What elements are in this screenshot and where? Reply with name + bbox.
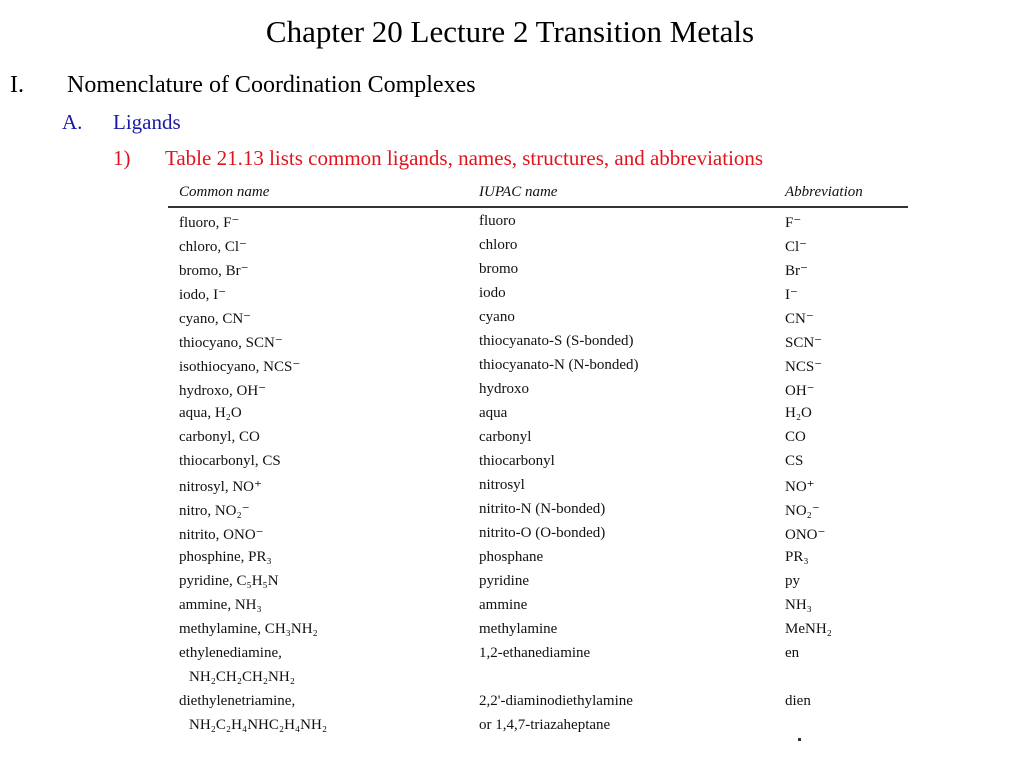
outline-level1-number: I. <box>10 72 24 98</box>
header-iupac-name: IUPAC name <box>479 184 558 200</box>
common-name-cell: bromo, Br⁻ <box>179 263 249 279</box>
abbreviation-cell: CO <box>785 429 806 445</box>
header-common-name: Common name <box>179 184 270 200</box>
iupac-name-cell: bromo <box>479 261 519 277</box>
common-name-cell: ammine, NH₃ <box>179 597 262 613</box>
common-name-cell: isothiocyano, NCS⁻ <box>179 359 301 375</box>
abbreviation-cell: Br⁻ <box>785 263 808 279</box>
table-row <box>168 357 910 381</box>
iupac-name-cell: cyano <box>479 309 515 325</box>
iupac-name-cell: methylamine <box>479 621 558 637</box>
iupac-name-cell: phosphane <box>479 549 544 565</box>
table-row-continuation <box>168 669 910 693</box>
table-row <box>168 261 910 285</box>
common-name-cell: phosphine, PR₃ <box>179 549 272 565</box>
table-row <box>168 621 910 645</box>
iupac-name-cell: 2,2'-diaminodiethylamine <box>479 693 633 709</box>
common-name-cell: iodo, I⁻ <box>179 287 227 303</box>
table-row <box>168 549 910 573</box>
iupac-name-cell: 1,2-ethanediamine <box>479 645 591 661</box>
abbreviation-cell: CN⁻ <box>785 311 814 327</box>
common-name-cell: nitro, NO₂⁻ <box>179 503 250 519</box>
abbreviation-cell: PR₃ <box>785 549 809 565</box>
common-name-cell: chloro, Cl⁻ <box>179 239 247 255</box>
common-name-cell: ethylenediamine, <box>179 645 282 661</box>
common-name-cell: thiocarbonyl, CS <box>179 453 281 469</box>
table-row <box>168 693 910 717</box>
iupac-name-cell: iodo <box>479 285 506 301</box>
abbreviation-cell: H₂O <box>785 405 812 421</box>
abbreviation-cell: F⁻ <box>785 215 802 231</box>
common-name-cell: hydroxo, OH⁻ <box>179 383 267 399</box>
header-abbreviation: Abbreviation <box>785 184 863 200</box>
abbreviation-cell: NH₃ <box>785 597 812 613</box>
table-row <box>168 525 910 549</box>
table-row <box>168 477 910 501</box>
table-row <box>168 597 910 621</box>
table-row <box>168 501 910 525</box>
common-name-cell: diethylenetriamine, <box>179 693 296 709</box>
table-row <box>168 429 910 453</box>
outline-level2-number: A. <box>62 110 83 134</box>
iupac-name-cell: hydroxo <box>479 381 529 397</box>
table-row <box>168 453 910 477</box>
outline-level3-number: 1) <box>113 146 131 170</box>
table-row <box>168 237 910 261</box>
common-name-cell: fluoro, F⁻ <box>179 215 240 231</box>
iupac-name-cell: thiocyanato-N (N-bonded) <box>479 357 639 373</box>
outline-level3-text: Table 21.13 lists common ligands, names, structures, and abbreviations <box>165 146 764 170</box>
common-name-formula-cell: NH₂CH₂CH₂NH₂ <box>189 669 295 685</box>
abbreviation-cell: en <box>785 645 800 661</box>
header-rule <box>168 206 908 208</box>
iupac-name-cell: thiocarbonyl <box>479 453 555 469</box>
iupac-name-cell: carbonyl <box>479 429 532 445</box>
abbreviation-cell: MeNH₂ <box>785 621 832 637</box>
abbreviation-cell: NO₂⁻ <box>785 503 820 519</box>
outline-level2-text: Ligands <box>113 110 181 134</box>
iupac-name-cell: chloro <box>479 237 518 253</box>
common-name-cell: carbonyl, CO <box>179 429 260 445</box>
common-name-cell: pyridine, C₅H₅N <box>179 573 279 589</box>
outline-level1-text: Nomenclature of Coordination Complexes <box>67 72 476 98</box>
iupac-name-cell: nitrito-N (N-bonded) <box>479 501 606 517</box>
table-row <box>168 309 910 333</box>
table-row <box>168 381 910 405</box>
iupac-name-cell: fluoro <box>479 213 516 229</box>
table-row <box>168 213 910 237</box>
common-name-cell: nitrito, ONO⁻ <box>179 527 264 543</box>
common-name-cell: nitrosyl, NO⁺ <box>179 479 262 495</box>
common-name-cell: thiocyano, SCN⁻ <box>179 335 283 351</box>
slide-title: Chapter 20 Lecture 2 Transition Metals <box>265 14 755 49</box>
abbreviation-cell: ONO⁻ <box>785 527 826 543</box>
common-name-cell: methylamine, CH₃NH₂ <box>179 621 318 637</box>
iupac-name-cell: thiocyanato-S (S-bonded) <box>479 333 634 349</box>
table-row <box>168 333 910 357</box>
table-row <box>168 285 910 309</box>
common-name-cell: cyano, CN⁻ <box>179 311 252 327</box>
common-name-cell: aqua, H₂O <box>179 405 242 421</box>
abbreviation-cell: I⁻ <box>785 287 798 303</box>
table-row <box>168 645 910 669</box>
iupac-name-cell: pyridine <box>479 573 529 589</box>
abbreviation-cell: NCS⁻ <box>785 359 823 375</box>
abbreviation-cell: SCN⁻ <box>785 335 823 351</box>
abbreviation-cell: NO⁺ <box>785 479 815 495</box>
abbreviation-cell: py <box>785 573 800 589</box>
iupac-name-cell: nitrosyl <box>479 477 525 493</box>
iupac-name-cell: or 1,4,7-triazaheptane <box>479 717 611 733</box>
abbreviation-cell: dien <box>785 693 811 709</box>
abbreviation-cell: CS <box>785 453 804 469</box>
common-name-formula-cell: NH₂C₂H₄NHC₂H₄NH₂ <box>189 717 328 733</box>
table-row <box>168 405 910 429</box>
scan-artifact-dot <box>798 738 801 741</box>
table-row <box>168 573 910 597</box>
iupac-name-cell: ammine <box>479 597 528 613</box>
iupac-name-cell: nitrito-O (O-bonded) <box>479 525 606 541</box>
abbreviation-cell: OH⁻ <box>785 383 815 399</box>
iupac-name-cell: aqua <box>479 405 508 421</box>
abbreviation-cell: Cl⁻ <box>785 239 808 255</box>
